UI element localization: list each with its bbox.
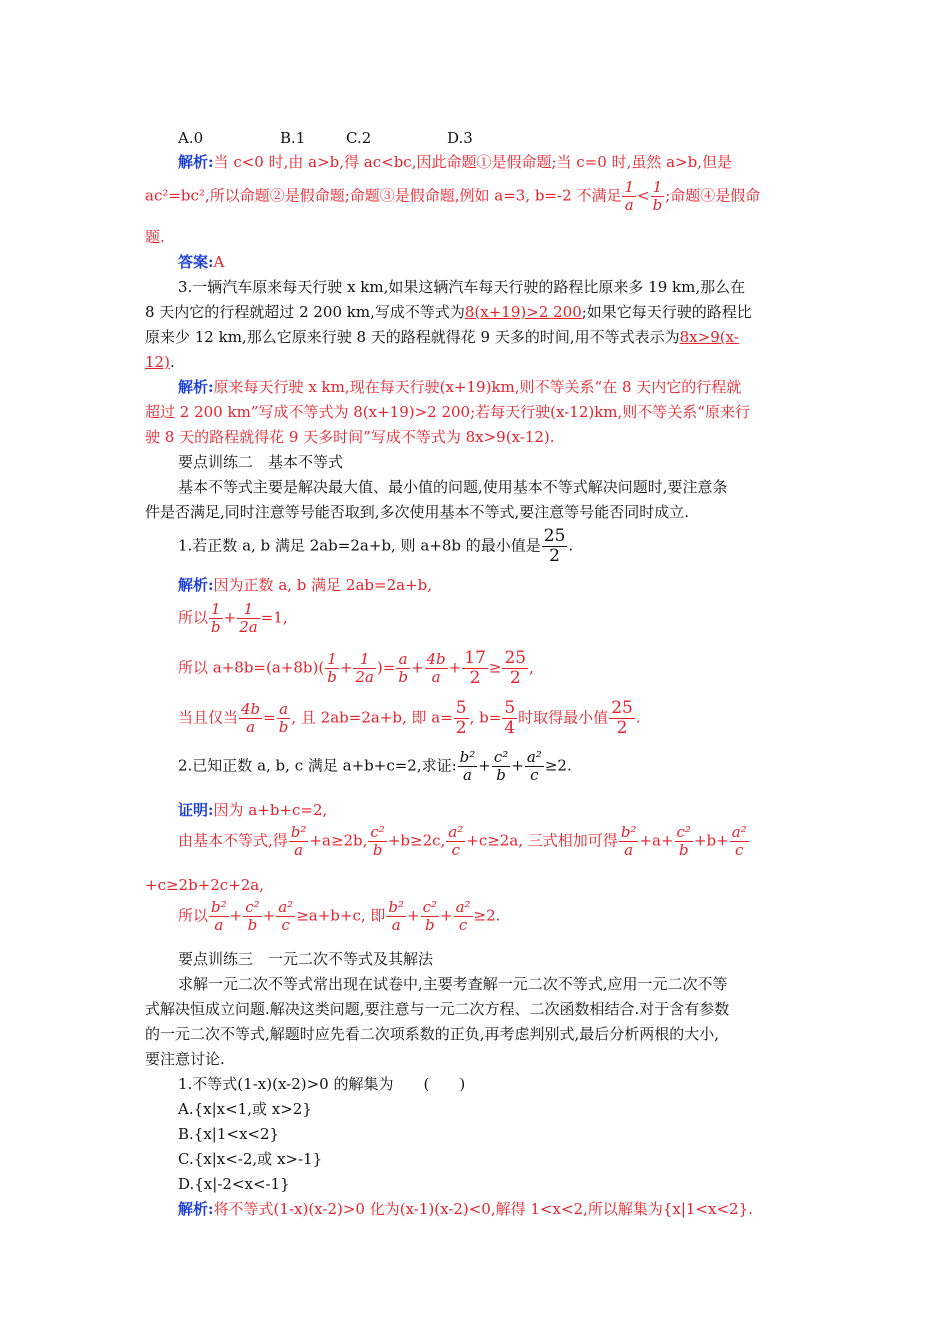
- proof-3: +c≥2b+2c+2a,: [145, 876, 265, 894]
- answer-25-over-2: $\frac{25}{2}$: [543, 526, 566, 566]
- p1-analysis-4: 当且仅当 $\frac{4b}{a}$ = $\frac{a}{b}$ , 且 2ab=2a+b, 即 a= $\frac{5}{2}$ , b= $\frac{5}{4}$ 时取得最小值 $\frac{25}{2}$ .: [178, 698, 641, 738]
- proof-4: 所以 $\frac{\text{b²}}{a}$ + $\frac{\text{c²}}{b}$ + $\frac{\text{a²}}{c}$ ≥a+b+c, 即 $\frac{\text{b²}}{a}$ + $\frac{\text{c²}}{b}$ + $\frac{\text{a²}}{c}$ ≥2.: [178, 898, 501, 934]
- p1-analysis-1: 解析:因为正数 a, b 满足 2ab=2a+b,: [178, 576, 433, 594]
- analysis-line-1: 解析:当 c<0 时,由 a>b,得 ac<bc,因此命题①是假命题;当 c=0 时,虽然 a>b,但是: [178, 153, 732, 171]
- section2-intro-2: 件是否满足,同时注意等号能否取到,多次使用基本不等式,要注意等号能否同时成立.: [145, 503, 690, 521]
- q3-line-2: 8 天内它的行程就超过 2 200 km,写成不等式为8(x+19)>2 200;如果它每天行驶的路程比: [145, 303, 752, 321]
- section3-intro-2: 式解决恒成立问题.解决这类问题,要注意与一元二次方程、二次函数相结合.对于含有参数: [145, 1000, 730, 1018]
- p1-analysis-2: 所以 $\frac{1}{b}$ + $\frac{1}{2a}$ =1,: [178, 600, 288, 636]
- options-row: [178, 131, 473, 146]
- q3-analysis-1: 解析:原来每天行驶 x km,现在每天行驶(x+19)km,则不等关系“在 8 天内它的行程就: [178, 378, 742, 396]
- section3-q1: 1.不等式(1-x)(x-2)>0 的解集为 ( ): [178, 1075, 466, 1093]
- section3-option-c: C.{x|x<-2,或 x>-1}: [178, 1150, 323, 1168]
- section3-title: 要点训练三 一元二次不等式及其解法: [178, 950, 434, 968]
- analysis-line-3: 题.: [145, 228, 165, 246]
- p1-analysis-3: 所以 a+8b=(a+8b)( $\frac{1}{b}$ + $\frac{1}{2a}$ )= $\frac{a}{b}$ + $\frac{4b}{a}$ + $\frac{17}{2}$ ≥ $\frac{25}{2}$ ,: [178, 648, 534, 688]
- problem-1: 1.若正数 a, b 满足 2ab=2a+b, 则 a+8b 的最小值是 $\frac{25}{2}$ .: [178, 526, 574, 566]
- fraction-1-over-a: $\frac{1}{a}$: [624, 178, 634, 214]
- option-b: B.1: [280, 129, 306, 147]
- section3-option-a: A.{x|x<1,或 x>2}: [178, 1100, 312, 1118]
- answer-label: 答案:: [178, 253, 214, 271]
- section3-option-d: D.{x|-2<x<-1}: [178, 1175, 290, 1193]
- q3-line-1: 3.一辆汽车原来每天行驶 x km,如果这辆汽车每天行驶的路程比原来多 19 km,那么在: [178, 278, 746, 296]
- analysis-line-2: ac²=bc²,所以命题②是假命题;命题③是假命题,例如 a=3, b=-2 不满足 $\frac{1}{a}$ < $\frac{1}{b}$ ;命题④是假命: [145, 178, 761, 214]
- q3-line-4: 12).: [145, 353, 175, 371]
- q3-analysis-2: 超过 2 200 km”写成不等式为 8(x+19)>2 200;若每天行驶(x-12)km,则不等关系“原来行: [145, 403, 750, 421]
- proof-1: 证明:因为 a+b+c=2,: [178, 801, 328, 819]
- answer-value: A: [213, 253, 225, 271]
- option-c: C.2: [346, 129, 372, 147]
- option-a: A.0: [178, 129, 204, 147]
- proof-2: 由基本不等式,得 $\frac{\text{b²}}{a}$ +a≥2b, $\frac{\text{c²}}{b}$ +b≥2c, $\frac{\text{a²}}{c}$ +c≥2a, 三式相加可得 $\frac{\text{b²}}{a}$ +a+ $\frac{\text{c²}}{b}$ +b+ $\frac{\text{a²}}{c}$: [178, 823, 747, 859]
- problem-2: 2.已知正数 a, b, c 满足 a+b+c=2,求证: $\frac{\text{b²}}{a}$ + $\frac{\text{c²}}{b}$ + $\frac{\text{a²}}{c}$ ≥2.: [178, 748, 572, 784]
- section3-option-b: B.{x|1<x<2}: [178, 1125, 280, 1143]
- q3-analysis-3: 驶 8 天的路程就得花 9 天多时间”写成不等式为 8x>9(x-12).: [145, 428, 555, 446]
- section2-title: 要点训练二 基本不等式: [178, 453, 344, 471]
- section3-intro-1: 求解一元二次不等式常出现在试卷中,主要考查解一元二次不等式,应用一元二次不等: [178, 975, 728, 993]
- option-d: D.3: [447, 129, 473, 147]
- q3-blank-1: 8(x+19)>2 200: [464, 303, 582, 321]
- section3-intro-3: 的一元二次不等式,解题时应先看二次项系数的正负,再考虑判别式,最后分析两根的大小,: [145, 1025, 720, 1043]
- section3-intro-4: 要注意讨论.: [145, 1050, 225, 1068]
- section2-intro-1: 基本不等式主要是解决最大值、最小值的问题,使用基本不等式解决问题时,要注意条: [178, 478, 728, 496]
- section3-analysis: 解析:将不等式(1-x)(x-2)>0 化为(x-1)(x-2)<0,解得 1<x<2,所以解集为{x|1<x<2}.: [178, 1200, 753, 1218]
- answer-line: [178, 255, 224, 270]
- q3-blank-2: 8x>9(x-: [679, 328, 739, 346]
- fraction-1-over-b: $\frac{1}{b}$: [652, 178, 663, 214]
- analysis-label: 解析:: [178, 153, 214, 171]
- q3-line-3: 原来少 12 km,那么它原来行驶 8 天的路程就得花 9 天多的时间,用不等式表示为8x>9(x-: [145, 328, 739, 346]
